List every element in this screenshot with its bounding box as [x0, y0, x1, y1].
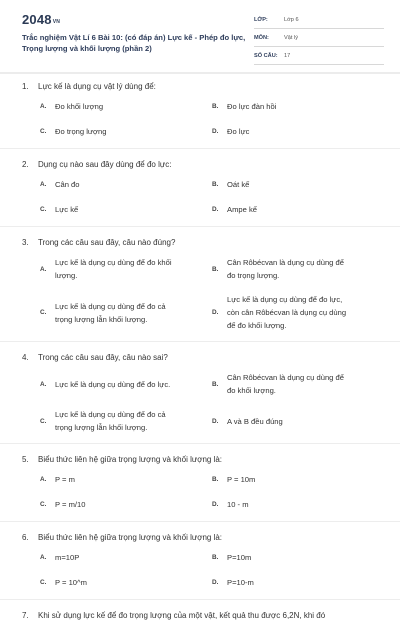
question-prompt: Trong các câu sau đây, câu nào đúng? [38, 238, 176, 247]
answer-option[interactable] [40, 125, 210, 138]
option-letter: D. [212, 501, 219, 508]
question-number: 3. [22, 238, 29, 247]
option-letter: D. [212, 309, 219, 316]
header-divider [0, 72, 400, 74]
option-text: Lực kế là dụng cụ dùng để đo lực. [55, 379, 171, 389]
option-text: Lực kế là dụng cụ dùng để đo cả trọng lượng lẫn khối lượng. [55, 301, 166, 324]
question-text [22, 82, 156, 91]
meta-row-class [254, 14, 384, 29]
option-text: P = 10m [227, 475, 256, 484]
option-text: Ampe kế [227, 205, 257, 214]
option-letter: C. [40, 417, 47, 425]
answer-option[interactable] [212, 125, 382, 138]
answer-option[interactable] [212, 293, 382, 332]
option-letter: C. [40, 206, 47, 213]
answer-option[interactable] [40, 300, 210, 326]
option-letter: C. [40, 309, 47, 316]
answer-option[interactable] [212, 100, 382, 113]
option-text: Cân đo [55, 180, 80, 189]
answer-option[interactable] [40, 408, 210, 434]
option-text: A và B đều đúng [227, 416, 283, 426]
option-letter: B. [212, 103, 219, 110]
answer-option[interactable] [212, 576, 382, 589]
question-separator [0, 341, 400, 342]
option-text: P = m/10 [55, 500, 86, 509]
question-prompt: Biểu thức liên hệ giữa trọng lượng và khối lượng là: [38, 533, 223, 542]
answer-option[interactable] [212, 551, 382, 564]
meta-label: MÔN: [254, 35, 269, 41]
question-text [22, 238, 175, 247]
option-text: Cân Rôbécvan là dụng cụ dùng để đo trọng lượng. [227, 258, 344, 280]
answer-option[interactable] [40, 576, 210, 589]
question-separator [0, 148, 400, 149]
answer-option[interactable] [212, 473, 382, 486]
answer-option[interactable] [40, 203, 210, 216]
question-text [22, 160, 171, 169]
option-text: Oát kế [227, 180, 250, 189]
question-number: 7. [22, 611, 29, 620]
answer-option[interactable] [212, 498, 382, 511]
option-text: Đo lực đàn hồi [227, 102, 277, 111]
question-separator [0, 521, 400, 522]
option-text: P = 10^m [55, 578, 87, 587]
option-letter: C. [40, 579, 47, 586]
meta-label: LỚP: [254, 17, 268, 23]
question-prompt: Lực kế là dụng cụ vật lý dùng để: [38, 82, 156, 91]
meta-row-subject [254, 32, 384, 47]
option-letter: D. [212, 417, 219, 425]
site-logo[interactable] [22, 12, 60, 27]
option-letter: D. [212, 579, 219, 586]
question-prompt: Dụng cụ nào sau đây dùng để đo lực: [38, 160, 172, 169]
option-letter: B. [212, 554, 219, 561]
answer-option[interactable] [40, 100, 210, 113]
answer-option[interactable] [40, 498, 210, 511]
option-letter: A. [40, 265, 47, 273]
question-number: 6. [22, 533, 29, 542]
question-number: 4. [22, 353, 29, 362]
question-prompt: Khi sử dụng lực kế để đo trọng lượng của một vật, kết quả thu được 6,2N, khi đó [38, 611, 326, 620]
question-text [22, 611, 325, 620]
page-header [0, 0, 400, 70]
question-text [22, 353, 168, 362]
option-letter: A. [40, 380, 47, 388]
question-number: 1. [22, 82, 29, 91]
meta-row-count [254, 50, 384, 65]
option-letter: C. [40, 501, 47, 508]
option-letter: B. [212, 380, 219, 388]
option-text: Lực kế là dụng cụ dùng để đo cả trọng lượng lẫn khối lượng. [55, 410, 166, 432]
option-text: Lực kế là dụng cụ dùng để đo lực, còn cân Rôbécvan là dụng cụ dùng để đo khối lượng. [227, 295, 347, 330]
option-text: P = m [55, 475, 75, 484]
meta-value: 17 [284, 53, 291, 59]
question-separator [0, 599, 400, 600]
option-text: Cân Rôbécvan là dụng cụ dùng để đo khối lượng. [227, 373, 344, 395]
option-text: Lực kế là dụng cụ dùng để đo khối lượng. [55, 258, 172, 280]
option-text: Đo khối lượng [55, 102, 104, 111]
option-letter: C. [40, 128, 47, 135]
answer-option[interactable] [212, 415, 382, 428]
option-text: 10 - m [227, 500, 249, 509]
option-letter: A. [40, 103, 47, 110]
answer-option[interactable] [212, 178, 382, 191]
answer-option[interactable] [40, 473, 210, 486]
document-title: Trắc nghiệm Vật Lí 6 Bài 10: (có đáp án) Lực kế - Phép đo lực, Trọng lượng và khối lượng (phần 2) [22, 33, 246, 53]
logo-text: 2048 [22, 12, 52, 27]
question-prompt: Biểu thức liên hệ giữa trọng lượng và khối lượng là: [38, 455, 223, 464]
option-letter: B. [212, 265, 219, 273]
option-text: P=10-m [227, 578, 254, 587]
answer-option[interactable] [212, 256, 382, 282]
question-number: 5. [22, 455, 29, 464]
option-letter: B. [212, 476, 219, 483]
option-letter: A. [40, 181, 47, 188]
option-text: m=10P [55, 553, 80, 562]
option-letter: B. [212, 181, 219, 188]
meta-value: Lớp 6 [284, 17, 299, 23]
answer-option[interactable] [212, 371, 382, 397]
option-text: P=10m [227, 553, 252, 562]
meta-label: SỐ CÂU: [254, 53, 278, 59]
option-text: Đo trọng lượng [55, 127, 107, 136]
logo-suffix: VN [52, 19, 61, 25]
question-separator [0, 226, 400, 227]
answer-option[interactable] [40, 256, 210, 282]
meta-box [254, 14, 384, 68]
option-text: Đo lực [227, 127, 250, 136]
answer-option[interactable] [212, 203, 382, 216]
option-letter: A. [40, 554, 47, 561]
option-text: Lực kế [55, 205, 79, 214]
answer-option[interactable] [40, 551, 210, 564]
option-letter: D. [212, 206, 219, 213]
option-letter: A. [40, 476, 47, 483]
answer-option[interactable] [40, 178, 210, 191]
question-number: 2. [22, 160, 29, 169]
question-separator [0, 443, 400, 444]
answer-option[interactable] [40, 378, 210, 391]
question-prompt: Trong các câu sau đây, câu nào sai? [38, 353, 168, 362]
meta-value: Vật lý [284, 35, 298, 41]
option-letter: D. [212, 128, 219, 135]
question-text [22, 533, 222, 542]
question-text [22, 455, 222, 464]
